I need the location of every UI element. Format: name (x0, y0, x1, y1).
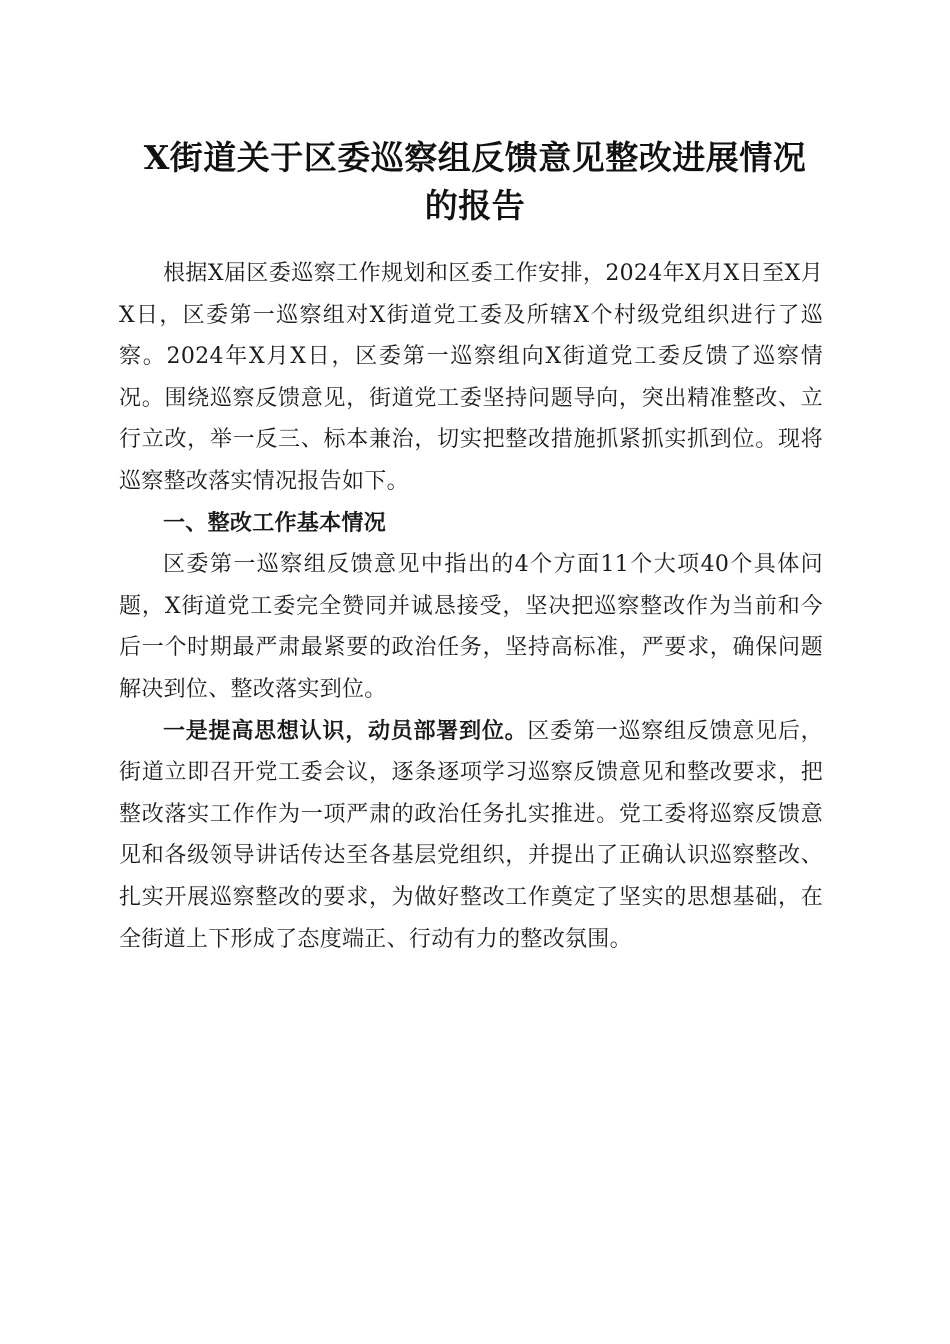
document-body (119, 253, 823, 960)
section-paragraph: 区委第一巡察组反馈意见中指出的4个方面11个大项40个具体问题，X街道党工委完全赞同并诚恳接受，坚决把巡察整改作为当前和今后一个时期最严肃最紧要的政治任务，坚持高标准，严要求，确保问题解决到位、整改落实到位。 (119, 552, 823, 702)
point1-paragraph (119, 711, 823, 961)
intro-paragraph: 根据X届区委巡察工作规划和区委工作安排，2024年X月X日至X月X日，区委第一巡察组对X街道党工委及所辖X个村级党组织进行了巡察。2024年X月X日，区委第一巡察组向X街道党工委反馈了巡察情况。围绕巡察反馈意见，街道党工委坚持问题导向，突出精准整改、立行立改，举一反三、标本兼治，切实把整改措施抓紧抓实抓到位。现将巡察整改落实情况报告如下。 (119, 261, 823, 494)
point1-lead: 一是提高思想认识，动员部署到位。 (163, 717, 528, 744)
document-title-line1: X街道关于区委巡察组反馈意见整改进展情况 (143, 138, 807, 177)
document-title (100, 134, 850, 230)
point1-text: 区委第一巡察组反馈意见后，街道立即召开党工委会议，逐条逐项学习巡察反馈意见和整改要求，把整改落实工作作为一项严肃的政治任务扎实推进。党工委将巡察反馈意见和各级领导讲话传达至各基层党组织，并提出了正确认识巡察整改、扎实开展巡察整改的要求，为做好整改工作奠定了坚实的思想基础，在全街道上下形成了态度端正、行动有力的整改氛围。 (119, 718, 823, 952)
document-title-line2: 的报告 (424, 186, 526, 225)
section-heading: 一、整改工作基本情况 (163, 510, 387, 536)
